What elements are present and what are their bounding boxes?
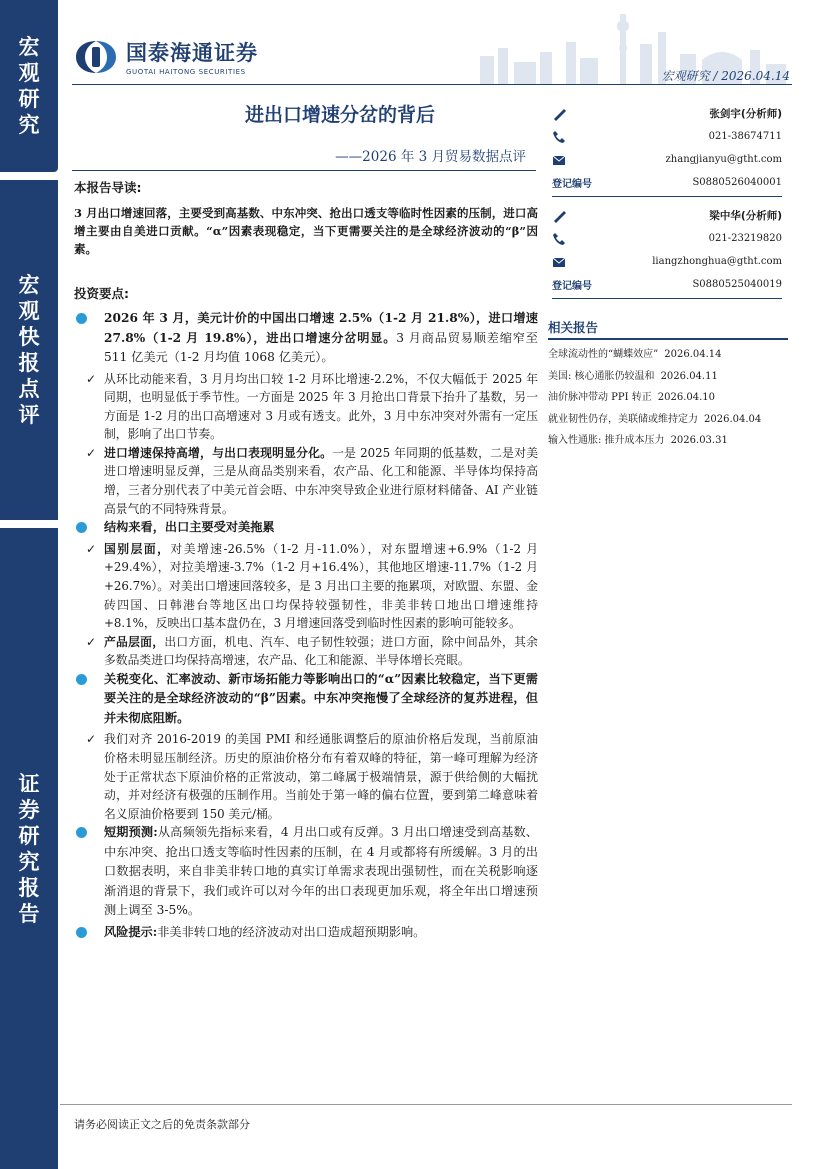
pen-icon — [552, 107, 566, 121]
registration-label: 登记编号 — [552, 179, 592, 190]
related-title[interactable]: 美国: 核心通胀仍较温和 — [548, 370, 655, 382]
bullet-dot-icon — [76, 522, 87, 533]
sub-text: 一是 2025 年同期的低基数，二是对美进口增速明显反弹，三是从商品类别来看，农产品、化工和能源、半导体均保持高增，三者分别代表了中美元首会晤、中东冲突导致企业进行原材料储备、AI 产业链高景气的不同特殊背景。 — [104, 445, 538, 516]
mail-icon — [552, 153, 566, 167]
brand-name-en: GUOTAI HAITONG SECURITIES — [126, 68, 246, 76]
bullet-dot-icon — [76, 927, 87, 938]
related-report-item[interactable] — [548, 387, 792, 409]
sidebar-char: 究 — [18, 113, 40, 137]
bullet-dot-icon — [76, 674, 87, 685]
related-report-item[interactable] — [548, 409, 792, 431]
key-point-3 — [74, 670, 538, 729]
check-icon: ✓ — [86, 371, 97, 386]
pen-icon — [552, 209, 566, 223]
title-divider — [72, 170, 536, 171]
key-point-1-sub-2 — [74, 444, 538, 518]
key-point-3-sub-1 — [74, 730, 538, 823]
check-icon: ✓ — [86, 732, 97, 747]
sub-text: 对美增速-26.5%（1-2 月-11.0%），对东盟增速+6.9%（1-2 月+29.4%），对拉美增速-3.7%（1-2 月+16.4%），其他地区增速-11.7%（1-2 月+26.7%）。对美出口增速回落较多，是 3 月出口主要的拖累项，对欧盟、东盟、金砖四国、日韩港台等地区出口均保持较强韧性，非美非转口地出口增速维持+8.1%，反映出口基本盘仍在，3 月增速回落受到临时性因素的影响可能较多。 — [104, 541, 538, 631]
footer-disclaimer: 请务必阅读正文之后的免责条款部分 — [74, 1118, 250, 1131]
sub-text: 我们对齐 2016-2019 的美国 PMI 和经通胀调整后的原油价格后发现，当前原油价格未明显压制经济。历史的原油价格分布有着双峰的特征，第一峰可理解为经济处于正常状态下原油价格的正常波动，第二峰属于极端情景，源于供给侧的大幅扰动，并对经济有极强的压制作用。当前处于第一峰的偏右位置，要到第二峰意味着名义原油价格要到 150 美元/桶。 — [104, 732, 538, 821]
sidebar-char: 报 — [18, 351, 40, 375]
key-point-4 — [74, 823, 538, 921]
sidebar-char: 研 — [18, 823, 40, 848]
key-point-1-sub-1 — [74, 370, 538, 444]
sidebar-char: 评 — [18, 403, 40, 427]
sidebar-char: 观 — [18, 299, 40, 323]
sidebar-char: 研 — [18, 87, 40, 111]
analyst-phone: 021-23219820 — [708, 233, 782, 244]
sidebar-char: 报 — [18, 875, 40, 900]
phone-icon — [552, 130, 566, 144]
key-point-2-sub-1 — [74, 540, 538, 633]
analyst-name: 张剑宇(分析师) — [709, 108, 782, 120]
analyst-email[interactable]: liangzhonghua@gtht.com — [652, 256, 782, 267]
related-date: 2026.03.31 — [670, 435, 728, 446]
registration-number: S0880526040001 — [692, 177, 782, 188]
intro-text: 3 月出口增速回落，主要受到高基数、中东冲突、抢出口透支等临时性因素的压制，进口高增主要由自美进口贡献。“α”因素表现稳定，当下更需要关注的是全球经济波动的“β”因素。 — [74, 205, 538, 256]
intro-heading: 本报告导读: — [74, 180, 142, 195]
key-point-5 — [74, 923, 538, 943]
sub-bold: 国别层面， — [104, 541, 171, 556]
related-date: 2026.04.11 — [660, 370, 718, 382]
sidebar-section-macro-flash — [0, 180, 58, 520]
related-title[interactable]: 输入性通胀: 推升成本压力 — [548, 435, 665, 446]
check-icon: ✓ — [86, 445, 97, 460]
related-title[interactable]: 全球流动性的“蝴蝶效应” — [548, 349, 659, 360]
key-point-2 — [74, 518, 538, 538]
main-content — [74, 178, 538, 944]
report-category-date: 宏观研究 / 2026.04.14 — [661, 69, 790, 83]
check-icon: ✓ — [86, 634, 97, 649]
related-date: 2026.04.14 — [664, 349, 722, 360]
key-point-1-bold: 2026 年 3 月，美元计价的中国出口增速 2.5%（1-2 月 21.8%），进口增速 27.8%（1-2 月 19.8%），进出口增速分岔明显。 — [104, 311, 538, 345]
analyst-name: 梁中华(分析师) — [709, 210, 782, 222]
footer-divider — [60, 1104, 792, 1105]
sidebar-char: 点 — [18, 377, 40, 401]
sub-text: 出口方面，机电、汽车、电子韧性较强；进口方面，除中间品外，其余多数品类进口均保持高增速，农产品、化工和能源、半导体增长亮眼。 — [104, 634, 538, 668]
phone-icon — [552, 232, 566, 246]
sidebar-char: 宏 — [18, 273, 40, 297]
related-title[interactable]: 油价脉冲带动 PPI 转正 — [548, 392, 652, 403]
sub-bold: 进口增速保持高增，与出口表现明显分化。 — [104, 445, 333, 460]
key-point-5-bold: 风险提示: — [104, 924, 158, 939]
sidebar-char: 证 — [18, 771, 40, 796]
report-subtitle: ——2026 年 3 月贸易数据点评 — [335, 149, 526, 165]
key-point-4-bold: 短期预测: — [104, 825, 158, 840]
related-date: 2026.04.10 — [657, 392, 716, 403]
analyst-email[interactable]: zhangjianyu@gtht.com — [665, 154, 782, 165]
related-divider — [548, 338, 788, 340]
brand-logo — [74, 37, 258, 76]
related-report-item[interactable] — [548, 430, 792, 452]
analyst-divider — [552, 298, 782, 299]
sidebar-section-macro-research — [0, 0, 58, 172]
sidebar-char: 观 — [18, 61, 40, 85]
key-points-heading: 投资要点: — [74, 285, 129, 301]
mail-icon — [552, 255, 566, 269]
sidebar-char: 宏 — [18, 35, 40, 59]
key-point-5-text: 非美非转口地的经济波动对出口造成超预期影响。 — [157, 924, 426, 939]
key-point-1 — [74, 309, 538, 368]
registration-number: S0880525040019 — [692, 279, 782, 290]
sidebar-char: 快 — [18, 325, 40, 349]
check-icon: ✓ — [86, 541, 97, 556]
related-report-item[interactable] — [548, 344, 792, 366]
brand-mark-icon — [74, 39, 118, 75]
related-report-item[interactable] — [548, 366, 792, 388]
key-point-2-bold: 结构来看，出口主要受对美拖累 — [104, 520, 275, 535]
bullet-dot-icon — [76, 827, 87, 838]
sidebar-char: 告 — [18, 901, 40, 926]
registration-label: 登记编号 — [552, 281, 592, 292]
sidebar-char: 究 — [18, 849, 40, 874]
key-point-1-text: 3 月商品贸易顺差缩窄至 511 亿美元（1-2 月均值 1068 亿美元）。 — [104, 330, 538, 364]
sidebar-char: 券 — [18, 797, 40, 822]
sub-text: 从环比动能来看，3 月月均出口较 1-2 月环比增速-2.2%，不仅大幅低于 2025 年同期，也明显低于季节性。一方面是 2025 年 3 月抢出口背景下抬升了基数，另一方面是 1-2 月的出口高增速对 3 月或有透支。此外，3 月中东冲突对外需有一定压制，影响了出口节奏。 — [104, 371, 538, 442]
brand-name-cn: 国泰海通证券 — [126, 41, 258, 65]
related-reports-list — [548, 344, 792, 452]
analyst-phone: 021-38674711 — [708, 131, 782, 142]
key-point-4-text: 从高频领先指标来看，4 月出口或有反弹。3 月出口增速受到高基数、中东冲突、抢出口透支等临时性因素的压制，在 4 月或都将有所缓解。3 月的出口数据表明，来自非美非转口地的真实订单需求表现出强韧性，而在关税影响逐渐消退的背景下，我们或许可以对今年的出口表现更加乐观，将全年出口增速预测上调至 3-5%。 — [104, 825, 538, 918]
related-reports-heading: 相关报告 — [548, 320, 599, 335]
related-date: 2026.04.04 — [704, 413, 762, 425]
key-point-2-sub-2 — [74, 633, 538, 670]
header-divider — [72, 84, 792, 85]
sub-bold: 产品层面， — [104, 634, 165, 649]
related-title[interactable]: 就业韧性仍存，美联储或维持定力 — [548, 413, 698, 425]
sidebar-section-securities-report — [0, 528, 58, 1169]
analyst-card — [552, 102, 782, 197]
key-point-3-bold: 关税变化、汇率波动、新市场拓能力等影响出口的“α”因素比较稳定，当下更需要关注的是全球经济波动的“β”因素。中东冲突拖慢了全球经济的复苏进程，但并未彻底阻断。 — [104, 671, 538, 725]
analyst-divider — [552, 196, 782, 197]
bullet-dot-icon — [76, 313, 87, 324]
report-title: 进出口增速分岔的背后 — [244, 104, 435, 126]
analyst-card — [552, 204, 782, 299]
